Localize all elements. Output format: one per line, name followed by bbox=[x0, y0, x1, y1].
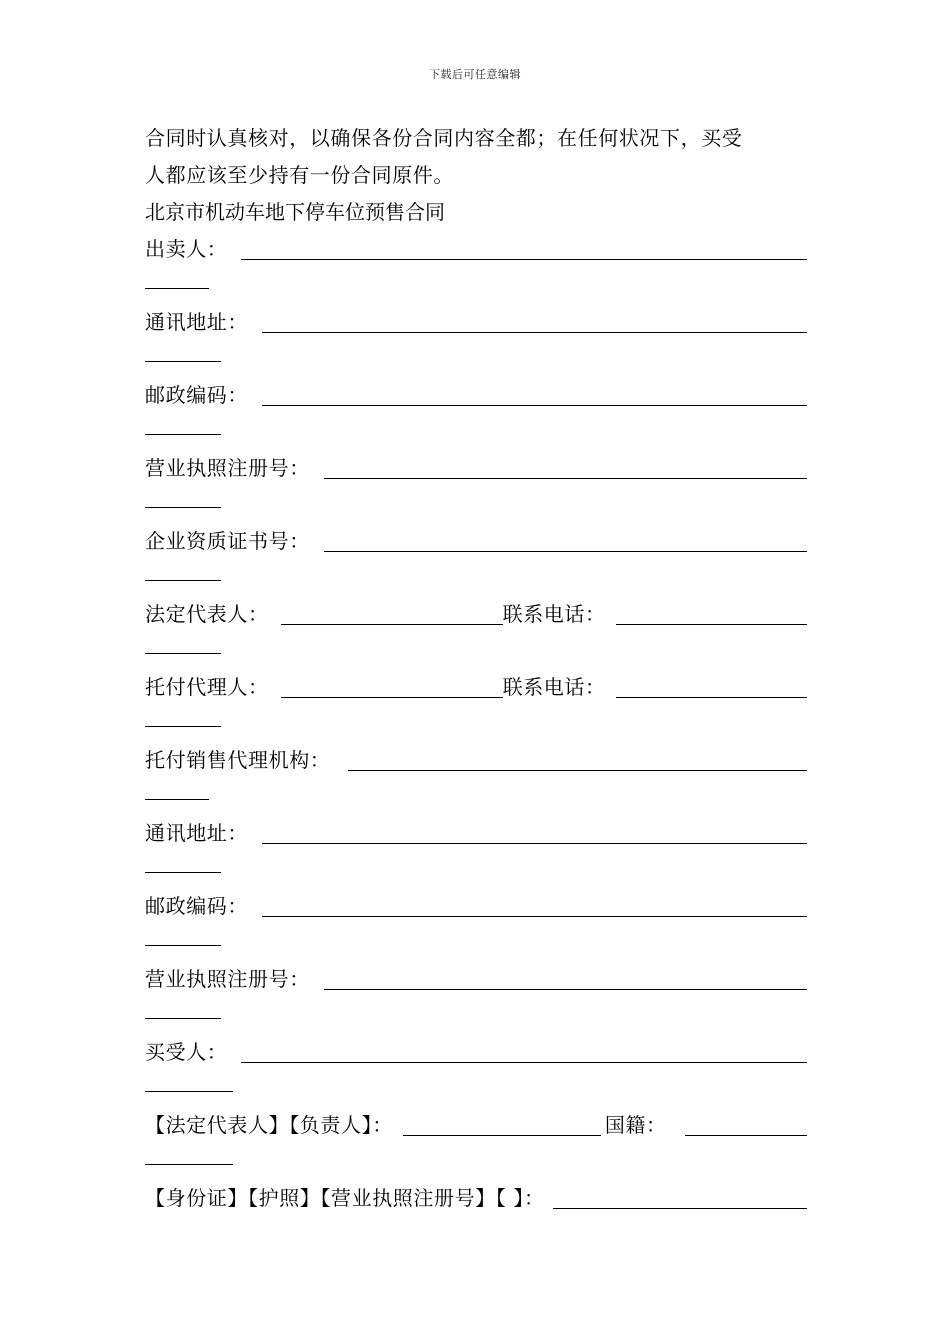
buyer-representative-blank[interactable] bbox=[403, 1135, 601, 1136]
buyer-nationality-blank[interactable] bbox=[685, 1135, 807, 1136]
buyer-name-blank[interactable] bbox=[241, 1062, 807, 1063]
agency-license-blank-cont[interactable] bbox=[145, 1018, 221, 1019]
agency-address-blank-cont[interactable] bbox=[145, 872, 221, 873]
buyer-representative-row bbox=[145, 1107, 807, 1144]
seller-qualification-row bbox=[145, 523, 807, 560]
seller-agent-phone-blank[interactable] bbox=[616, 697, 807, 698]
seller-agent-label: 托付代理人： bbox=[145, 675, 269, 699]
seller-agent-row bbox=[145, 669, 807, 706]
agency-postal-label: 邮政编码： bbox=[145, 894, 248, 918]
agency-license-label: 营业执照注册号： bbox=[145, 967, 310, 991]
buyer-row bbox=[145, 1034, 807, 1071]
buyer-nationality-blank-cont[interactable] bbox=[145, 1164, 233, 1165]
seller-agent-phone-blank-cont[interactable] bbox=[145, 726, 221, 727]
seller-agent-blank[interactable] bbox=[281, 697, 503, 698]
page-header: 下载后可任意编辑 bbox=[429, 68, 521, 81]
contract-title: 北京市机动车地下停车位预售合同 bbox=[145, 200, 445, 224]
seller-license-row bbox=[145, 450, 807, 487]
intro-line-1: 合同时认真核对，以确保各份合同内容全都；在任何状况下，买受 bbox=[145, 126, 743, 150]
agency-license-row bbox=[145, 961, 807, 998]
seller-name-blank[interactable] bbox=[241, 259, 807, 260]
seller-legal-rep-label: 法定代表人： bbox=[145, 602, 269, 626]
agency-address-blank[interactable] bbox=[262, 843, 807, 844]
buyer-nationality-label: 国籍： bbox=[604, 1113, 667, 1137]
agency-postal-row bbox=[145, 888, 807, 925]
seller-address-blank-cont[interactable] bbox=[145, 361, 221, 362]
agency-address-label: 通讯地址： bbox=[145, 821, 248, 845]
agency-row bbox=[145, 742, 807, 779]
seller-address-label: 通讯地址： bbox=[145, 310, 248, 334]
seller-qualification-blank-cont[interactable] bbox=[145, 580, 221, 581]
seller-legal-rep-phone-blank-cont[interactable] bbox=[145, 653, 221, 654]
buyer-id-row bbox=[145, 1180, 807, 1217]
seller-address-row bbox=[145, 304, 807, 341]
seller-postal-blank-cont[interactable] bbox=[145, 434, 221, 435]
agency-address-row bbox=[145, 815, 807, 852]
seller-row bbox=[145, 231, 807, 268]
seller-agent-phone-label: 联系电话： bbox=[502, 675, 606, 699]
seller-legal-rep-blank[interactable] bbox=[281, 624, 503, 625]
agency-license-blank[interactable] bbox=[324, 989, 807, 990]
seller-label: 出卖人： bbox=[145, 237, 228, 261]
seller-qualification-label: 企业资质证书号： bbox=[145, 529, 310, 553]
buyer-name-blank-cont[interactable] bbox=[145, 1091, 233, 1092]
seller-license-blank[interactable] bbox=[324, 478, 807, 479]
agency-label: 托付销售代理机构： bbox=[145, 748, 331, 772]
seller-name-blank-cont[interactable] bbox=[145, 288, 209, 289]
agency-name-blank-cont[interactable] bbox=[145, 799, 209, 800]
agency-name-blank[interactable] bbox=[348, 770, 807, 771]
seller-license-label: 营业执照注册号： bbox=[145, 456, 310, 480]
seller-postal-row bbox=[145, 377, 807, 414]
seller-legal-rep-phone-blank[interactable] bbox=[616, 624, 807, 625]
buyer-representative-label: 【法定代表人】【负责人】： bbox=[145, 1113, 393, 1137]
buyer-id-label: 【身份证】【护照】【营业执照注册号】【 】： bbox=[145, 1186, 545, 1210]
seller-legal-rep-phone-label: 联系电话： bbox=[502, 602, 606, 626]
seller-qualification-blank[interactable] bbox=[324, 551, 807, 552]
agency-postal-blank-cont[interactable] bbox=[145, 945, 221, 946]
seller-postal-blank[interactable] bbox=[262, 405, 807, 406]
seller-legal-rep-row bbox=[145, 596, 807, 633]
agency-postal-blank[interactable] bbox=[262, 916, 807, 917]
intro-line-2: 人都应该至少持有一份合同原件。 bbox=[145, 163, 454, 187]
contract-body bbox=[145, 120, 807, 1217]
seller-address-blank[interactable] bbox=[262, 332, 807, 333]
seller-postal-label: 邮政编码： bbox=[145, 383, 248, 407]
buyer-label: 买受人： bbox=[145, 1040, 228, 1064]
seller-license-blank-cont[interactable] bbox=[145, 507, 221, 508]
buyer-id-blank[interactable] bbox=[553, 1208, 807, 1209]
